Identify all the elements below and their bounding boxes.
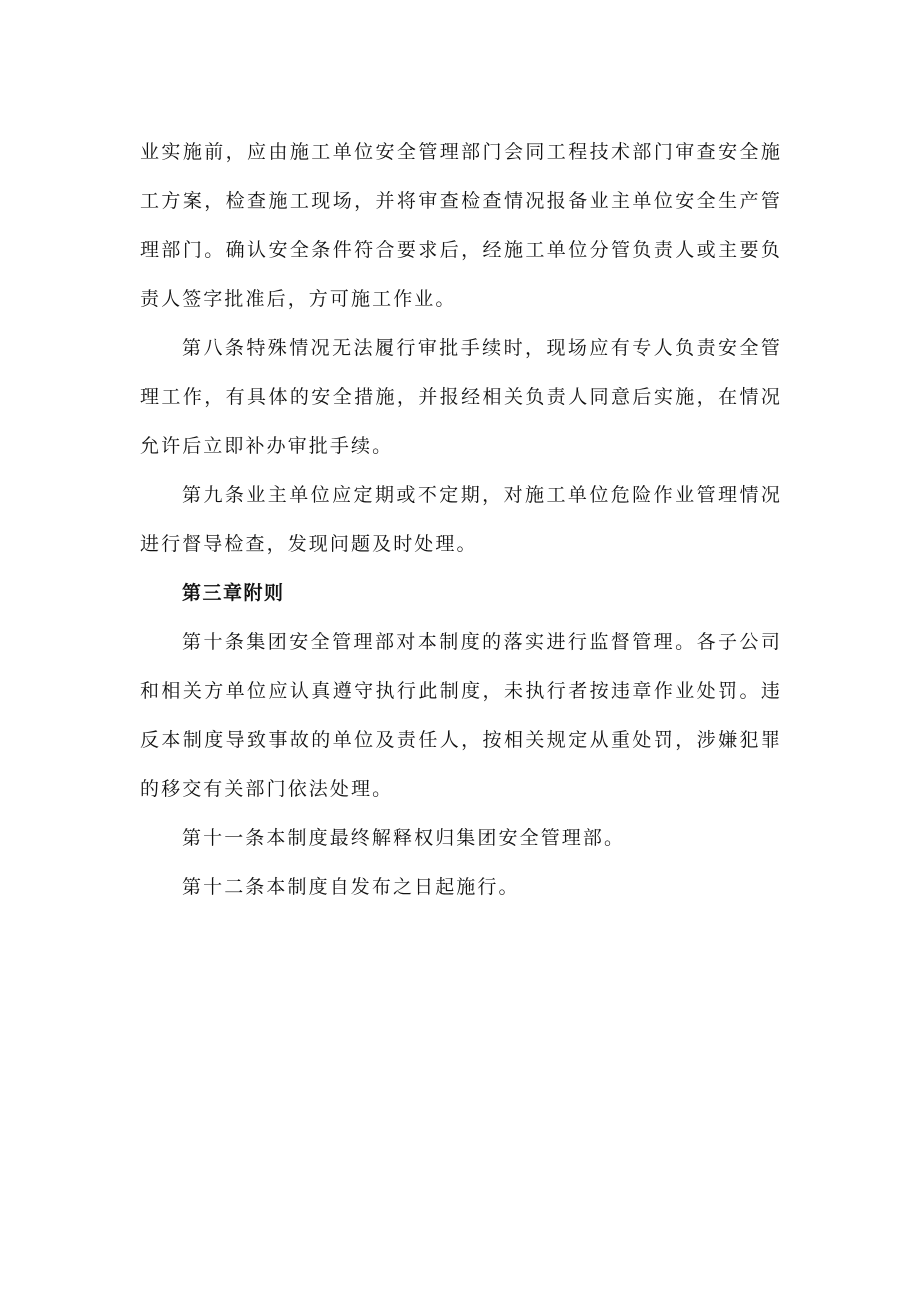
paragraph-article-8: 第八条特殊情况无法履行审批手续时，现场应有专人负责安全管理工作，有具体的安全措施，并报经相关负责人同意后实施，在情况允许后立即补办审批手续。: [140, 337, 782, 457]
document-body: [140, 128, 782, 912]
chapter-heading: 第三章附则: [182, 582, 285, 604]
paragraph-continued: 业实施前，应由施工单位安全管理部门会同工程技术部门审查安全施工方案，检查施工现场，并将审查检查情况报备业主单位安全生产管理部门。确认安全条件符合要求后，经施工单位分管负责人或主要负责人签字批准后，方可施工作业。: [140, 141, 782, 310]
paragraph-article-12: 第十二条本制度自发布之日起施行。: [182, 876, 520, 898]
paragraph-article-10: 第十条集团安全管理部对本制度的落实进行监督管理。各子公司和相关方单位应认真遵守执行此制度，未执行者按违章作业处罚。违反本制度导致事故的单位及责任人，按相关规定从重处罚，涉嫌犯罪的移交有关部门依法处理。: [140, 631, 782, 800]
paragraph-article-11: 第十一条本制度最终解释权归集团安全管理部。: [182, 827, 626, 849]
paragraph-article-9: 第九条业主单位应定期或不定期，对施工单位危险作业管理情况进行督导检查，发现问题及时处理。: [140, 484, 782, 555]
